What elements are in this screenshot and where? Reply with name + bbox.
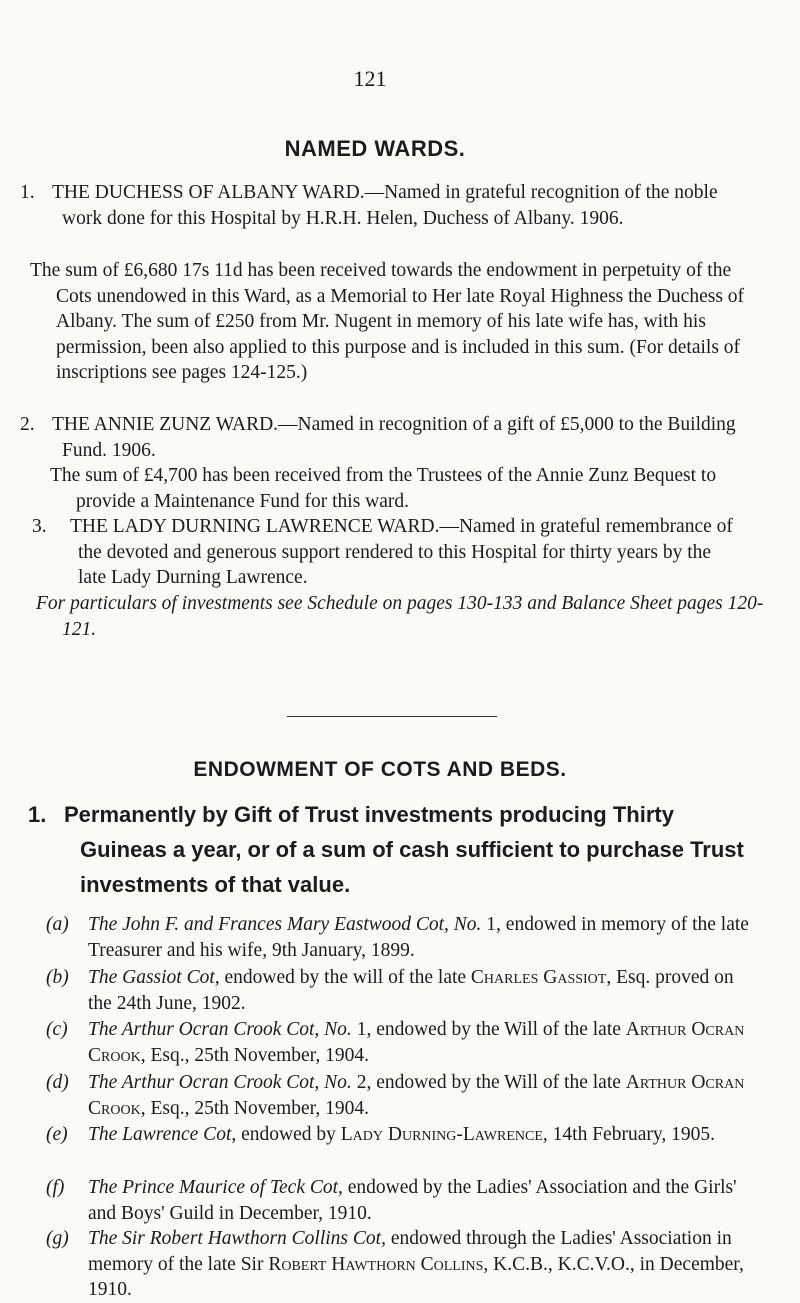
endowment-item-1	[30, 797, 750, 902]
entry-d	[46, 1070, 752, 1121]
item-number: 1.	[28, 802, 47, 827]
entry-e	[46, 1122, 752, 1148]
entry-label: (g)	[46, 1228, 69, 1249]
entry-text: endowed by the Ladies' Association and the Girls' and Boys' Guild in December, 1910.	[88, 1177, 737, 1224]
named-ward-item-2	[20, 412, 740, 463]
item-number: 1.	[20, 182, 35, 203]
entry-title: The Lawrence Cot,	[88, 1124, 237, 1145]
entry-title: The Arthur Ocran Crook Cot, No.	[88, 1019, 352, 1040]
entry-title: The Gassiot Cot,	[88, 967, 220, 988]
entry-label: (c)	[46, 1019, 68, 1040]
entry-title: The John F. and Frances Mary Eastwood Cot, No.	[88, 914, 482, 935]
item-text: THE LADY DURNING LAWRENCE WARD.—Named in grateful remembrance of the devoted and generous support rendered to this Hospital for thirty years by the late Lady Durning Lawrence.	[70, 516, 733, 588]
endowment-heading: ENDOWMENT OF COTS AND BEDS.	[193, 758, 567, 781]
entry-tail: , Esq., 25th November, 1904.	[140, 1044, 370, 1066]
item-text: THE DUCHESS OF ALBANY WARD.—Named in grateful recognition of the noble work done for this Hospital by H.R.H. Helen, Duchess of Albany. 1906.	[52, 182, 718, 229]
named-ward-item-1	[20, 180, 738, 231]
entry-label: (d)	[46, 1072, 69, 1093]
entry-text: endowed through the Ladies' Association in memory of the late Sir	[88, 1228, 732, 1275]
entry-label: (e)	[46, 1124, 68, 1145]
entry-label: (f)	[46, 1177, 65, 1198]
entry-tail: , 14th February, 1905.	[542, 1124, 715, 1145]
item-number: 3.	[32, 516, 47, 537]
page-number: 121	[353, 66, 387, 91]
entry-tail: , Esq. proved on the 24th June, 1902.	[88, 967, 734, 1014]
entry-text: endowed by the will of the late	[219, 967, 471, 988]
entry-name: Arthur Ocran Crook	[88, 1019, 745, 1066]
entry-name: Charles Gassiot	[470, 967, 607, 988]
entry-g	[46, 1226, 752, 1303]
entry-title: The Prince Maurice of Teck Cot,	[88, 1177, 343, 1198]
entry-text: endowed by	[236, 1124, 341, 1145]
entry-text: 2, endowed by the Will of the late	[351, 1072, 626, 1093]
entry-b	[46, 965, 752, 1016]
particulars-note: For particulars of investments see Schedule on pages 130-133 and Balance Sheet pages 120-121.	[36, 593, 764, 640]
entry-label: (b)	[46, 967, 69, 988]
section-divider	[287, 716, 497, 717]
entry-name: Arthur Ocran Crook	[88, 1072, 745, 1119]
named-wards-heading: NAMED WARDS.	[284, 136, 466, 161]
endowment-paragraph: The sum of £6,680 17s 11d has been received towards the endowment in perpetuity of the Cots unendowed in this Ward, as a Memorial to Her late Royal Highness the Duchess of Albany. The sum of £250 from Mr. Nugent in memory of his late wife has, with his permission, been also applied to this purpose and is included in this sum. (For details of inscriptions see pages 124-125.)	[30, 260, 745, 383]
entry-name: Lady Durning-Lawrence	[340, 1124, 543, 1145]
entry-tail: , Esq., 25th November, 1904.	[140, 1097, 370, 1119]
entry-text: 1, endowed in memory of the late Treasurer and his wife, 9th January, 1899.	[88, 914, 749, 961]
entry-label: (a)	[46, 914, 69, 935]
entry-c	[46, 1017, 752, 1068]
entry-title: The Sir Robert Hawthorn Collins Cot,	[88, 1228, 386, 1249]
item-text: THE ANNIE ZUNZ WARD.—Named in recognition of a gift of £5,000 to the Building Fund. 1906.	[52, 414, 736, 461]
bequest-paragraph: The sum of £4,700 has been received from the Trustees of the Annie Zunz Bequest to provide a Maintenance Fund for this ward.	[50, 465, 717, 512]
entry-tail: , K.C.B., K.C.V.O., in December, 1910.	[88, 1253, 744, 1300]
entry-title: The Arthur Ocran Crook Cot, No.	[88, 1072, 352, 1093]
entry-a	[46, 912, 752, 963]
entry-text: 1, endowed by the Will of the late	[351, 1019, 626, 1040]
item-text: Permanently by Gift of Trust investments producing Thirty Guineas a year, or of a sum of cash sufficient to purchase Trust investments of that value.	[64, 802, 744, 897]
named-ward-item-3	[32, 514, 744, 591]
entry-name: Robert Hawthorn Collins	[268, 1253, 484, 1275]
item-number: 2.	[20, 414, 35, 435]
entry-f	[46, 1175, 752, 1226]
